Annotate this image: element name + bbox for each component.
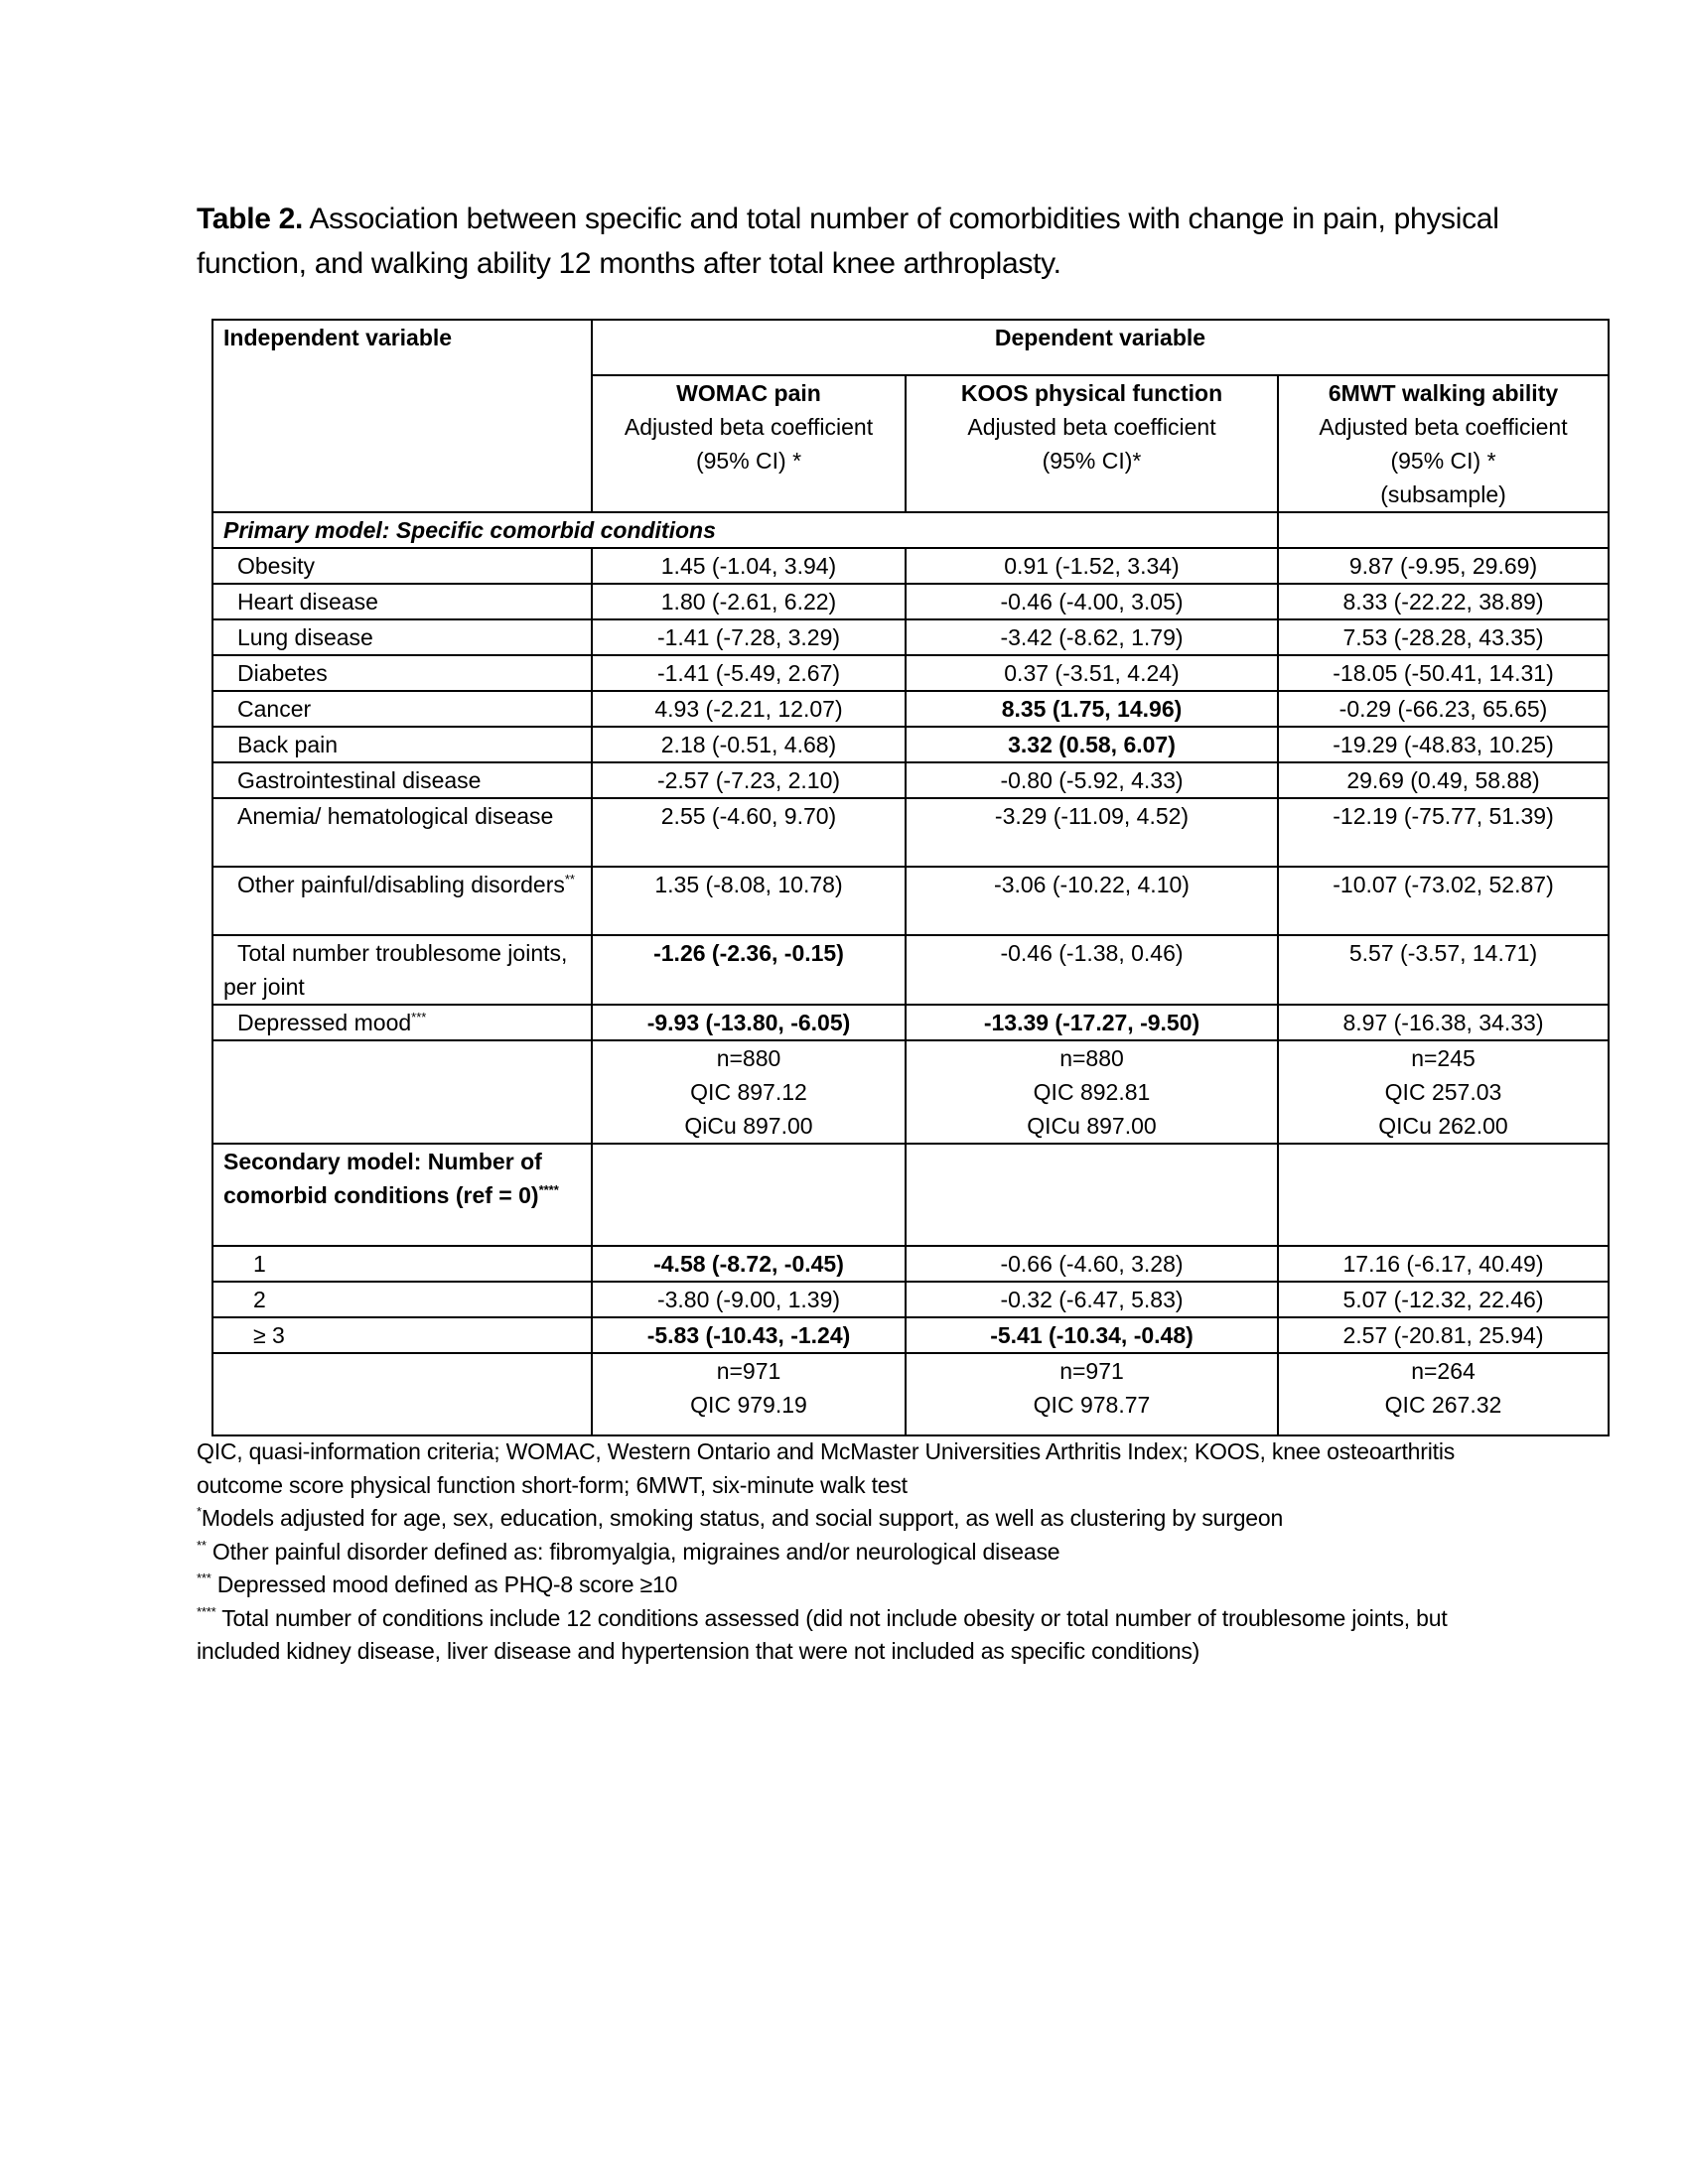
header-koos-line1: Adjusted beta coefficient: [967, 414, 1216, 440]
value-cell-mwt: 2.57 (-20.81, 25.94): [1278, 1317, 1609, 1353]
value-cell-womac: -9.93 (-13.80, -6.05): [592, 1005, 906, 1040]
empty-cell: [906, 1144, 1278, 1246]
row-label: 1: [212, 1246, 592, 1282]
header-independent-variable: Independent variable: [212, 320, 592, 512]
row-label-text: Cancer: [237, 696, 312, 722]
stats-qicu: QiCu 897.00: [684, 1113, 813, 1139]
value-cell-womac: 2.18 (-0.51, 4.68): [592, 727, 906, 762]
value-cell-mwt: 8.97 (-16.38, 34.33): [1278, 1005, 1609, 1040]
value-cell-womac: 4.93 (-2.21, 12.07): [592, 691, 906, 727]
value-cell-mwt: 9.87 (-9.95, 29.69): [1278, 548, 1609, 584]
row-label: [212, 1005, 592, 1040]
value-cell-koos: -0.32 (-6.47, 5.83): [906, 1282, 1278, 1317]
footnote-3: [197, 1569, 1517, 1602]
value-cell-koos: 8.35 (1.75, 14.96): [906, 691, 1278, 727]
table-row: [212, 935, 1609, 1005]
primary-stats-row: [212, 1040, 1609, 1144]
stats-n: n=880: [1059, 1045, 1124, 1071]
footnote-marker: ****: [197, 1603, 216, 1619]
footnote-text: Other painful disorder defined as: fibromyalgia, migraines and/or neurological disease: [206, 1538, 1060, 1565]
value-cell-womac: -3.80 (-9.00, 1.39): [592, 1282, 906, 1317]
header-womac-line1: Adjusted beta coefficient: [624, 414, 874, 440]
table-caption: [197, 197, 1507, 286]
value-cell-koos: -5.41 (-10.34, -0.48): [906, 1317, 1278, 1353]
footnote-text: Models adjusted for age, sex, education, smoking status, and social support, as well as clustering by surgeon: [201, 1505, 1284, 1531]
value-cell-womac: -1.41 (-7.28, 3.29): [592, 619, 906, 655]
header-koos-name: KOOS physical function: [960, 380, 1223, 406]
stats-n: n=971: [716, 1358, 781, 1384]
value-cell-koos: -0.80 (-5.92, 4.33): [906, 762, 1278, 798]
secondary-model-rows: [212, 1246, 1609, 1353]
stats-qicu: QICu 262.00: [1378, 1113, 1508, 1139]
value-cell-womac: -1.41 (-5.49, 2.67): [592, 655, 906, 691]
stats-6mwt: [1278, 1353, 1609, 1435]
secondary-section-title: [212, 1144, 592, 1246]
header-6mwt-line3: (subsample): [1380, 481, 1506, 507]
header-womac-name: WOMAC pain: [676, 380, 821, 406]
row-label-text: Gastrointestinal disease: [237, 767, 482, 793]
stats-koos: [906, 1040, 1278, 1144]
stats-koos: [906, 1353, 1278, 1435]
value-cell-womac: 1.45 (-1.04, 3.94): [592, 548, 906, 584]
footnote-text: Depressed mood defined as PHQ-8 score ≥10: [211, 1571, 678, 1597]
row-label: [212, 727, 592, 762]
stats-womac: [592, 1040, 906, 1144]
table-row: [212, 1317, 1609, 1353]
table-row: [212, 1282, 1609, 1317]
row-label: [212, 798, 592, 867]
row-label: [212, 655, 592, 691]
stats-qic: QIC 892.81: [1033, 1079, 1151, 1105]
value-cell-mwt: 29.69 (0.49, 58.88): [1278, 762, 1609, 798]
row-label-text: Diabetes: [237, 660, 328, 686]
value-cell-koos: 0.37 (-3.51, 4.24): [906, 655, 1278, 691]
stats-n: n=971: [1059, 1358, 1124, 1384]
table-row: [212, 655, 1609, 691]
header-koos: [906, 375, 1278, 512]
value-cell-womac: 1.80 (-2.61, 6.22): [592, 584, 906, 619]
row-label: [212, 548, 592, 584]
table-row: [212, 1246, 1609, 1282]
footnote-marker: **: [197, 1537, 207, 1553]
table-row: [212, 867, 1609, 935]
row-label-text: Obesity: [237, 553, 315, 579]
value-cell-mwt: -10.07 (-73.02, 52.87): [1278, 867, 1609, 935]
table-row: [212, 1005, 1609, 1040]
empty-cell: [212, 1353, 592, 1435]
footnote-marker: ***: [411, 1010, 427, 1024]
table-row: [212, 619, 1609, 655]
footnote-text: Total number of conditions include 12 conditions assessed (did not include obesity or total number of troublesome joints, but included kidney disease, liver disease and hypertension that were not included as specific conditions): [197, 1604, 1448, 1664]
header-6mwt-line1: Adjusted beta coefficient: [1319, 414, 1568, 440]
value-cell-mwt: -19.29 (-48.83, 10.25): [1278, 727, 1609, 762]
stats-qic: QIC 897.12: [690, 1079, 807, 1105]
row-label: 2: [212, 1282, 592, 1317]
table-footnotes: [197, 1435, 1517, 1669]
primary-section-title: Primary model: Specific comorbid conditions: [212, 512, 1278, 548]
value-cell-koos: -0.46 (-1.38, 0.46): [906, 935, 1278, 1005]
header-womac-line2: (95% CI) *: [695, 448, 802, 474]
value-cell-mwt: -0.29 (-66.23, 65.65): [1278, 691, 1609, 727]
value-cell-mwt: 8.33 (-22.22, 38.89): [1278, 584, 1609, 619]
row-label-text: Other painful/disabling disorders: [237, 872, 565, 897]
value-cell-womac: 1.35 (-8.08, 10.78): [592, 867, 906, 935]
header-6mwt-name: 6MWT walking ability: [1328, 380, 1559, 406]
empty-cell: [1278, 1144, 1609, 1246]
stats-n: n=264: [1411, 1358, 1476, 1384]
empty-cell: [1278, 512, 1609, 548]
stats-qicu: QICu 897.00: [1027, 1113, 1157, 1139]
footnote-abbreviations: QIC, quasi-information criteria; WOMAC, Western Ontario and McMaster Universities Arthritis Index; KOOS, knee osteoarthritis outcome score physical function short-form; 6MWT, six-minute walk test: [197, 1438, 1456, 1498]
value-cell-mwt: 5.57 (-3.57, 14.71): [1278, 935, 1609, 1005]
table-label: Table 2.: [197, 203, 304, 235]
footnote-1: [197, 1502, 1517, 1536]
header-6mwt: [1278, 375, 1609, 512]
stats-n: n=245: [1411, 1045, 1476, 1071]
value-cell-womac: 2.55 (-4.60, 9.70): [592, 798, 906, 867]
row-label-text: Lung disease: [237, 624, 373, 650]
table-row: [212, 727, 1609, 762]
stats-qic: QIC 257.03: [1384, 1079, 1502, 1105]
table-row: [212, 798, 1609, 867]
value-cell-koos: 3.32 (0.58, 6.07): [906, 727, 1278, 762]
row-label-text: Anemia/ hematological disease: [237, 803, 554, 829]
table-row: [212, 762, 1609, 798]
footnote-marker: *: [197, 1504, 202, 1519]
footnote-4: [197, 1602, 1517, 1669]
row-label: [212, 584, 592, 619]
value-cell-womac: -2.57 (-7.23, 2.10): [592, 762, 906, 798]
secondary-stats-row: [212, 1353, 1609, 1435]
secondary-section-title-text: Secondary model: Number of comorbid conditions (ref = 0): [223, 1149, 542, 1208]
footnote-marker: ***: [197, 1570, 211, 1585]
footnote-marker: **: [564, 872, 575, 887]
row-label-text: Heart disease: [237, 589, 378, 614]
value-cell-womac: -5.83 (-10.43, -1.24): [592, 1317, 906, 1353]
value-cell-koos: -13.39 (-17.27, -9.50): [906, 1005, 1278, 1040]
value-cell-koos: -3.06 (-10.22, 4.10): [906, 867, 1278, 935]
row-label: ≥ 3: [212, 1317, 592, 1353]
table-row: [212, 584, 1609, 619]
value-cell-mwt: 7.53 (-28.28, 43.35): [1278, 619, 1609, 655]
header-womac: [592, 375, 906, 512]
value-cell-womac: -4.58 (-8.72, -0.45): [592, 1246, 906, 1282]
value-cell-koos: -3.29 (-11.09, 4.52): [906, 798, 1278, 867]
value-cell-koos: -0.46 (-4.00, 3.05): [906, 584, 1278, 619]
stats-womac: [592, 1353, 906, 1435]
table-caption-text: Association between specific and total number of comorbidities with change in pain, physical function, and walking ability 12 months after total knee arthroplasty.: [197, 203, 1499, 280]
header-6mwt-line2: (95% CI) *: [1390, 448, 1496, 474]
value-cell-mwt: -18.05 (-50.41, 14.31): [1278, 655, 1609, 691]
stats-6mwt: [1278, 1040, 1609, 1144]
row-label-text: Total number troublesome joints, per joint: [223, 940, 568, 1000]
stats-qic: QIC 979.19: [690, 1392, 807, 1418]
row-label: [212, 935, 592, 1005]
row-label: [212, 619, 592, 655]
empty-cell: [592, 1144, 906, 1246]
row-label: [212, 691, 592, 727]
empty-cell: [212, 1040, 592, 1144]
stats-qic: QIC 978.77: [1033, 1392, 1151, 1418]
table-row: [212, 548, 1609, 584]
header-koos-line2: (95% CI)*: [1042, 448, 1142, 474]
stats-n: n=880: [716, 1045, 781, 1071]
value-cell-mwt: 5.07 (-12.32, 22.46): [1278, 1282, 1609, 1317]
row-label: [212, 762, 592, 798]
table-row: [212, 691, 1609, 727]
footnote-marker: ****: [538, 1182, 559, 1197]
stats-qic: QIC 267.32: [1384, 1392, 1502, 1418]
value-cell-koos: -0.66 (-4.60, 3.28): [906, 1246, 1278, 1282]
value-cell-koos: 0.91 (-1.52, 3.34): [906, 548, 1278, 584]
row-label-text: Back pain: [237, 732, 339, 757]
row-label-text: Depressed mood: [237, 1010, 412, 1035]
row-label: [212, 867, 592, 935]
value-cell-mwt: 17.16 (-6.17, 40.49): [1278, 1246, 1609, 1282]
primary-model-rows: [212, 548, 1609, 1040]
value-cell-mwt: -12.19 (-75.77, 51.39): [1278, 798, 1609, 867]
header-dependent-variable: Dependent variable: [592, 320, 1609, 375]
results-table: [211, 319, 1610, 1436]
value-cell-womac: -1.26 (-2.36, -0.15): [592, 935, 906, 1005]
value-cell-koos: -3.42 (-8.62, 1.79): [906, 619, 1278, 655]
footnote-2: [197, 1536, 1517, 1570]
